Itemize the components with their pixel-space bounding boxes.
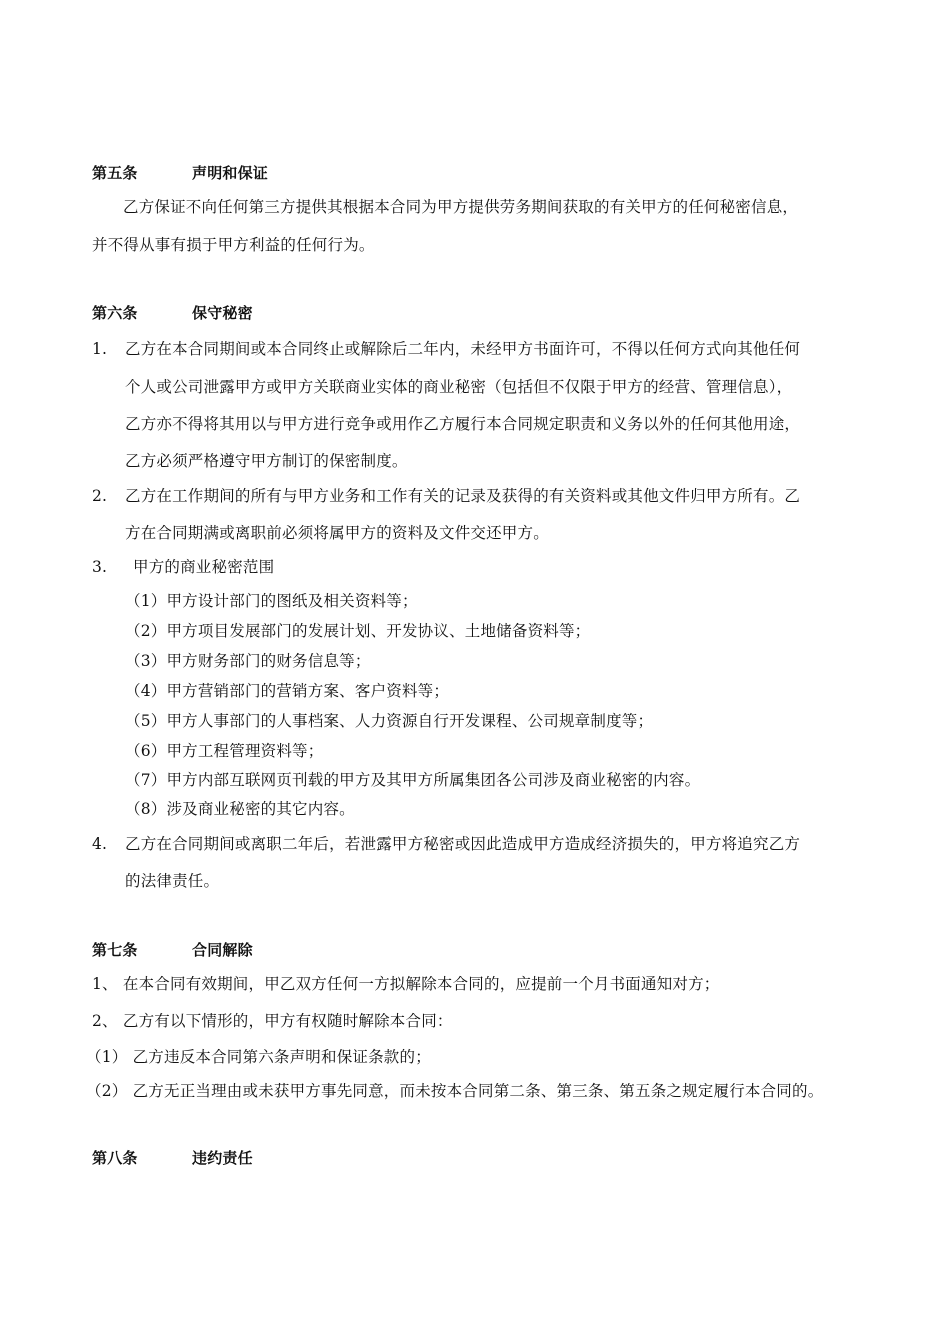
list-marker: 3. — [92, 558, 108, 576]
list-item-line: 乙方亦不得将其用以与甲方进行竞争或用作乙方履行本合同规定职责和义务以外的任何其他用途， — [125, 415, 801, 433]
section-title: 合同解除 — [192, 941, 253, 959]
list-item-line: 个人或公司泄露甲方或甲方关联商业实体的商业秘密（包括但不仅限于甲方的经营、管理信息）， — [125, 378, 793, 396]
paragraph-line: 乙方保证不向任何第三方提供其根据本合同为甲方提供劳务期间获取的有关甲方的任何秘密信息， — [123, 198, 799, 216]
list-marker: 2. — [92, 487, 108, 505]
sub-list-item: （4）甲方营销部门的营销方案、客户资料等； — [125, 682, 450, 700]
sub-list-item: （8）涉及商业秘密的其它内容。 — [125, 800, 355, 818]
section-title: 保守秘密 — [192, 304, 253, 322]
paragraph-line: （1） 乙方违反本合同第六条声明和保证条款的； — [86, 1048, 431, 1066]
list-item-line: 乙方在工作期间的所有与甲方业务和工作有关的记录及获得的有关资料或其他文件归甲方所有。乙 — [125, 487, 801, 505]
sub-list-item: （7）甲方内部互联网页刊载的甲方及其甲方所属集团各公司涉及商业秘密的内容。 — [125, 771, 701, 789]
sub-list-item: （1）甲方设计部门的图纸及相关资料等； — [125, 592, 418, 610]
list-item-line: 甲方的商业秘密范围 — [133, 558, 275, 576]
list-item-line: 方在合同期满或离职前必须将属甲方的资料及文件交还甲方。 — [125, 524, 549, 542]
section-number: 第六条 — [92, 304, 138, 322]
sub-list-item: （5）甲方人事部门的人事档案、人力资源自行开发课程、公司规章制度等； — [125, 712, 654, 730]
sub-list-item: （6）甲方工程管理资料等； — [125, 742, 324, 760]
list-item-line: 乙方必须严格遵守甲方制订的保密制度。 — [125, 452, 408, 470]
list-item-line: 的法律责任。 — [125, 872, 220, 890]
list-item-line: 乙方在合同期间或离职二年后，若泄露甲方秘密或因此造成甲方造成经济损失的，甲方将追究乙方 — [125, 835, 801, 853]
paragraph-line: 并不得从事有损于甲方利益的任何行为。 — [92, 236, 375, 254]
list-marker: 4. — [92, 835, 108, 853]
section-title: 声明和保证 — [192, 164, 269, 182]
paragraph-line: （2） 乙方无正当理由或未获甲方事先同意，而未按本合同第二条、第三条、第五条之规定履行本合同的。 — [86, 1082, 824, 1100]
sub-list-item: （3）甲方财务部门的财务信息等； — [125, 652, 371, 670]
section-number: 第五条 — [92, 164, 138, 182]
list-item-line: 乙方在本合同期间或本合同终止或解除后二年内，未经甲方书面许可，不得以任何方式向其他任何 — [125, 340, 801, 358]
sub-list-item: （2）甲方项目发展部门的发展计划、开发协议、土地储备资料等； — [125, 622, 591, 640]
section-number: 第七条 — [92, 941, 138, 959]
section-title: 违约责任 — [192, 1149, 253, 1167]
list-marker: 1. — [92, 340, 108, 358]
section-number: 第八条 — [92, 1149, 138, 1167]
paragraph-line: 1、 在本合同有效期间，甲乙双方任何一方拟解除本合同的，应提前一个月书面通知对方； — [92, 975, 720, 993]
paragraph-line: 2、 乙方有以下情形的，甲方有权随时解除本合同： — [92, 1012, 453, 1030]
